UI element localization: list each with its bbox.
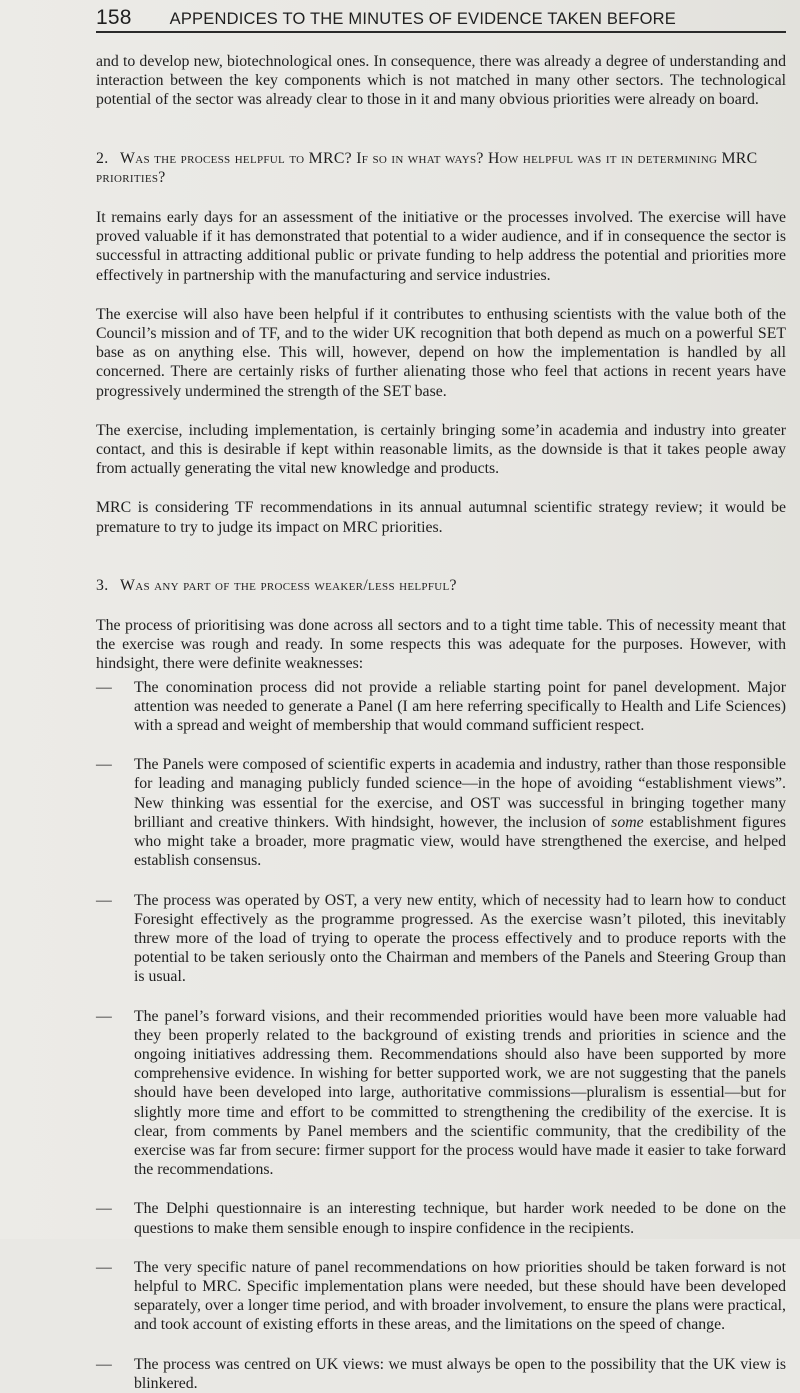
section-3-title: Was any part of the process weaker/less helpful? <box>120 576 457 594</box>
dash-marker: — <box>96 1258 112 1276</box>
section-2-paragraph: The exercise, including implementation, is certainly bringing some’in academia and industry into greater contact, and this is desirable if kept within reasonable limits, as the downside is that it takes people away from actually generating the vital new knowledge and products. <box>96 421 786 478</box>
dash-marker: — <box>96 678 112 696</box>
intro-paragraph: and to develop new, biotechnological ones. In consequence, there was already a degree of understanding and interaction between the key components which is not matched in many other sectors. The technological potential of the sector was already clear to those in it and many obvious priorities were already on board. <box>96 53 786 109</box>
list-item <box>96 678 786 736</box>
list-item-text: The panel’s forward visions, and their recommended priorities would have been more valuable had they been properly related to the background of existing trends and priorities in science and the ongoing initiatives addressing them. Recommendations should also have been supported by more comprehensive evidence. In wishing for better supported work, we are not suggesting that the panels should have been developed into large, authoritative commissions—pluralism is essential—but for slightly more time and effort to be committed to strengthening the credibility of the exercise. It is clear, from comments by Panel members and the scientific community, that the credibility of the exercise was far from secure: firmer support for the process would have made it easier to take forward the recommendations. <box>134 1007 786 1179</box>
list-item-text: The very specific nature of panel recommendations on how priorities should be taken forward is not helpful to MRC. Specific implementation plans were needed, but these should have been developed separately, over a longer time period, and with broader involvement, to ensure the plans were practical, and took account of existing efforts in these areas, and the limitations on the speed of change. <box>134 1258 786 1334</box>
weaknesses-list <box>96 678 786 1393</box>
dash-marker: — <box>96 1200 112 1218</box>
list-item <box>96 1355 786 1393</box>
section-3-heading <box>96 576 786 595</box>
section-2-paragraph: MRC is considering TF recommendations in its annual autumnal scientific strategy review; it would be premature to try to judge its impact on MRC priorities. <box>96 499 786 536</box>
running-title: APPENDICES TO THE MINUTES OF EVIDENCE TAKEN BEFORE <box>169 10 676 28</box>
list-item <box>96 1199 786 1237</box>
section-3-number: 3. <box>96 576 109 594</box>
list-item-text: The process was centred on UK views: we must always be open to the possibility that the UK view is blinkered. <box>134 1355 786 1392</box>
list-item <box>96 1258 786 1335</box>
header-rule <box>96 31 786 33</box>
list-item <box>96 1007 786 1180</box>
list-item <box>96 891 786 987</box>
section-3-intro: The process of prioritising was done across all sectors and to a tight time table. This of necessity meant that the exercise was rough and ready. In some respects this was adequate for the purposes. However, with hindsight, there were definite weaknesses: <box>96 617 786 673</box>
list-item-text: The Delphi questionnaire is an interesting technique, but harder work needed to be done on the questions to make them sensible enough to inspire confidence in the recipients. <box>134 1200 786 1237</box>
list-item-text: The conomination process did not provide a reliable starting point for panel development. Major attention was needed to generate a Panel (I am here referring specifically to Health and Life Sciences) with a spread and weight of membership that would command sufficient respect. <box>134 678 786 735</box>
section-2-heading <box>96 149 786 187</box>
section-2-paragraph: It remains early days for an assessment of the initiative or the processes involved. The exercise will have proved valuable if it has demonstrated that potential to a wider audience, and if in consequence the sector is successful in attracting additional public or private funding to help address the potential and priorities more effectively in partnership with the manufacturing and service industries. <box>96 209 786 284</box>
section-2-paragraph: The exercise will also have been helpful if it contributes to enthusing scientists with the value both of the Council’s mission and of TF, and to the wider UK recognition that both depend as much on a powerful SET base as on anything else. This will, however, depend on how the implementation is handled by all concerned. There are certainly risks of further alienating those who feel that actions in recent years have progressively undermined the strength of the SET base. <box>96 305 786 400</box>
running-header <box>96 6 786 30</box>
section-2-title: Was the process helpful to MRC? If so in what ways? How helpful was it in determining MRC priorities? <box>96 149 758 186</box>
section-2-number: 2. <box>96 149 109 167</box>
dash-marker: — <box>96 891 112 909</box>
list-item-text: The Panels were composed of scientific experts in academia and industry, rather than those responsible for leading and managing publicly funded science—in the hope of avoiding “establishment views”. New thinking was essential for the exercise, and OST was successful in bringing together many brilliant and creative thinkers. With hindsight, however, the inclusion of <box>134 756 786 831</box>
list-item-text: establishment figures who might take a broader, more pragmatic view, would have strengthened the exercise, and helped establish consensus. <box>134 813 786 870</box>
list-item-text: The process was operated by OST, a very new entity, which of necessity had to learn how to conduct Foresight effectively as the programme progressed. As the exercise wasn’t piloted, this inevitably threw more of the load of trying to operate the process effectively and to produce reports with the potential to be taken seriously onto the Chairman and members of the Panels and Steering Group than is usual. <box>134 891 786 986</box>
dash-marker: — <box>96 1007 112 1025</box>
emphasis-text: some <box>611 813 644 831</box>
page-number: 158 <box>96 6 132 29</box>
dash-marker: — <box>96 1355 112 1373</box>
document-body <box>96 52 786 1393</box>
list-item <box>96 755 786 870</box>
dash-marker: — <box>96 756 112 774</box>
